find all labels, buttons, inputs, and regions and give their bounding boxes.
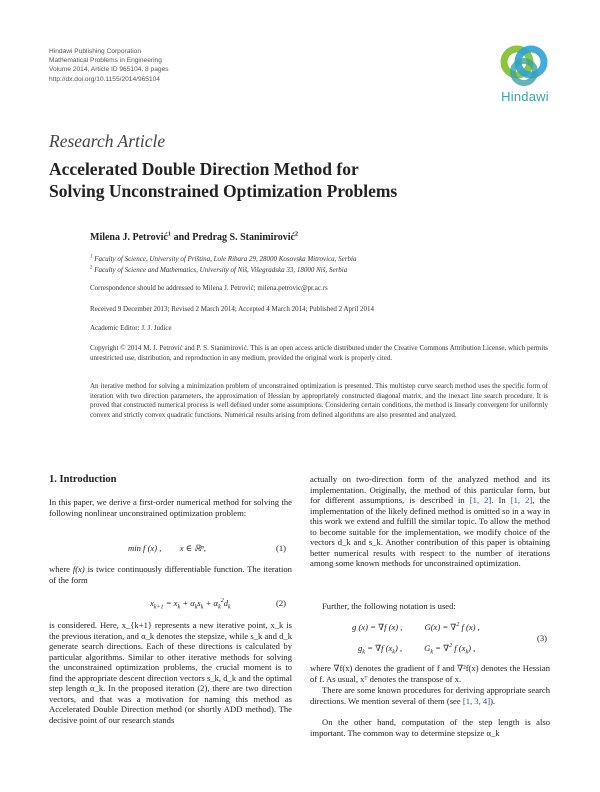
rp4-a: There are some known procedures for deriving appropriate search directions. We mention several of them (see bbox=[310, 685, 550, 706]
affiliation-2 bbox=[90, 266, 347, 274]
author-2[interactable]: Predrag S. Stanimirović bbox=[192, 232, 295, 243]
rp1-c: , the implementation of the likely defined method is omitted so in a way in this work we extend and fulfill the similar topic. To allow the method to become suitable for the implementation, we modify choice of the vectors d_k and s_k. Another contribution of this paper is obtaining better numerical results with respect to the number of iterations among some known methods for unconstrained optimization. bbox=[310, 495, 551, 569]
equation-1-number: (1) bbox=[276, 543, 287, 553]
correspondence: Correspondence should be addressed to Milena J. Petrović; milena.petrovic@pr.ac.rs bbox=[90, 284, 328, 292]
affil-text: Faculty of Science and Mathematics, University of Niš, Višegradska 33, 18000 Niš, Serbia bbox=[94, 266, 348, 274]
equation-3-number: (3) bbox=[537, 633, 548, 643]
right-paragraph-3: where ∇f(x) denotes the gradient of f and ∇²f(x) denotes the Hessian of f. As usual, xᵀ denotes the transpose of x. bbox=[310, 663, 550, 684]
copyright: Copyright © 2014 M. J. Petrović and P. S. Stanimirović. This is an open access article distributed under the Creative Commons Attribution License, which permits unrestricted use, distribution, and reproduction in any medium, provided the original work is properly cited. bbox=[90, 344, 548, 362]
rp1-a: actually on two-direction form of the analyzed method and its implementation. Originally, the method of this particular form, but for different assumptions, is described in bbox=[310, 474, 550, 506]
hindawi-logo bbox=[495, 40, 555, 106]
author-1-affil: 1 bbox=[167, 230, 172, 238]
affil-num: 1 bbox=[90, 254, 93, 260]
intro-paragraph-2 bbox=[49, 564, 292, 585]
journal-name: Mathematical Problems in Engineering bbox=[49, 57, 162, 65]
intro-paragraph-3: is considered. Here, x_{k+1} represents a new iterative point, x_k is the previous iteration, and α_k denotes the stepsize, while s_k and d_k generate search directions. Each of these directions is calculated by particular algorithms. Similar to other iterative methods for solving the unconstrained optimization problems, the crucial moment is to find the appropriate descent direction vectors s_k, d_k and the optimal step length α_k. In the proposed iteration (2), there are two direction vectors, and that was a motivation for naming this method as Accelerated Double Direction method (or shortly ADD method). The decisive point of our research stands bbox=[49, 620, 292, 725]
reference-link[interactable]: [1, 2] bbox=[469, 495, 492, 506]
rp1-b: . In bbox=[491, 495, 511, 506]
dates: Received 9 December 2013; Revised 2 March 2014; Accepted 4 March 2014; Published 2 April 2014 bbox=[90, 305, 375, 313]
reference-link[interactable]: [1, 2] bbox=[510, 495, 533, 506]
author-2-affil: 2 bbox=[294, 230, 299, 238]
equation-3-row-1: g (x) = ∇f (x) , G(x) = ∇$^2$ f (x) , bbox=[352, 622, 480, 632]
rp4-b: ). bbox=[490, 695, 496, 706]
journal-header bbox=[49, 47, 169, 84]
affil-text: Faculty of Science, University of Priština, Lole Ribara 29, 28000 Kosovska Mitrovica, Serbia bbox=[94, 255, 357, 263]
p2-text-b: is twice continuously differentiable function. The iteration of the form bbox=[49, 564, 292, 585]
intro-paragraph-1: In this paper, we derive a first-order numerical method for solving the following nonlinear unconstrained optimization problem: bbox=[49, 497, 292, 518]
academic-editor: Academic Editor: J. J. Judice bbox=[90, 324, 172, 332]
p2-math: f(x) bbox=[72, 564, 85, 574]
article-type: Research Article bbox=[49, 131, 166, 151]
author-1[interactable]: Milena J. Petrović bbox=[90, 232, 168, 243]
p2-text-a: where bbox=[49, 564, 73, 574]
equation-2: $x_{k+1} = x_k + \alpha_ks_k + \alpha_k^2d_k$ bbox=[150, 598, 231, 611]
right-paragraph-5: On the other hand, computation of the step length is also important. The common way to determine stepsize α_k bbox=[310, 717, 550, 738]
logo-text: Hindawi bbox=[501, 89, 549, 104]
equation-1 bbox=[128, 543, 206, 554]
authors-and: and bbox=[171, 232, 193, 243]
section-heading: 1. Introduction bbox=[49, 474, 117, 485]
publisher: Hindawi Publishing Corporation bbox=[49, 48, 141, 55]
abstract: An iterative method for solving a minimization problem of unconstrained optimization is presented. This multistep curve search method uses the specific form of iteration with two direction parameters, the approximation of Hessian by appropriately constructed diagonal matrix, and the inexact line search procedure. It is proved that constructed numerical process is well defined under some assumptions. Considering certain conditions, the method is linearly convergent for uniformly convex and strictly convex quadratic functions. Numerical results arising from defined algorithms are also presented and analyzed. bbox=[90, 382, 548, 419]
reference-link[interactable]: [1, 3, 4] bbox=[462, 695, 491, 706]
right-paragraph-1 bbox=[310, 474, 550, 569]
eq1-lhs: min f (x) , bbox=[128, 543, 162, 553]
hindawi-logo-icon bbox=[495, 40, 555, 90]
title-line-2: Solving Unconstrained Optimization Problems bbox=[49, 181, 398, 201]
affil-num: 2 bbox=[90, 265, 93, 271]
affiliation-1 bbox=[90, 255, 356, 263]
equation-2-number: (2) bbox=[276, 598, 287, 608]
right-paragraph-4 bbox=[310, 685, 550, 706]
eq1-condition: x ∈ ℝⁿ, bbox=[179, 543, 206, 553]
authors bbox=[90, 232, 298, 243]
title-line-1: Accelerated Double Direction Method for bbox=[49, 159, 359, 179]
doi-link[interactable]: http://dx.doi.org/10.1155/2014/965104 bbox=[49, 75, 160, 83]
equation-3-row-2: $g_k = \nabla f$ $(x_k)$ , $G_k = \nabla^2$ f $(x_k)$ , bbox=[358, 643, 476, 656]
paper-title bbox=[49, 158, 549, 202]
right-paragraph-2: Further, the following notation is used: bbox=[322, 601, 456, 611]
volume-info: Volume 2014, Article ID 965104, 8 pages bbox=[49, 66, 169, 74]
